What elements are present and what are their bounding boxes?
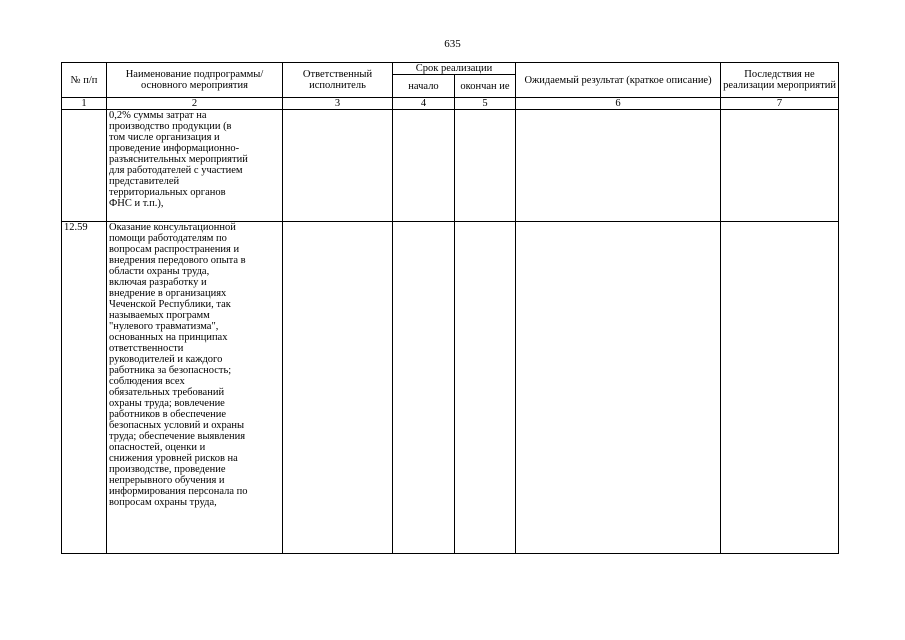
header-row-top — [62, 63, 839, 75]
header-executor: Ответственный исполнитель — [283, 63, 393, 98]
column-number: 3 — [283, 98, 393, 110]
header-consequences: Последствия не реализации мероприятий — [721, 63, 839, 98]
row-result — [516, 222, 721, 554]
row-start — [393, 110, 455, 222]
page-number: 635 — [444, 38, 461, 50]
table-row — [62, 110, 839, 222]
column-number: 1 — [62, 98, 107, 110]
program-table — [61, 62, 839, 554]
row-name: Оказание консультационной помощи работодателям по вопросам распространения и внедрения передового опыта в области охраны труда, включая разработку и внедрение в организациях Чеченской Республики, так называемых программ "нулевого травматизма", основанных на принципах ответственности руководителей и каждого работника за безопасность; соблюдения всех обязательных требований охраны труда; вовлечение работников в обеспечение безопасных условий и охраны труда; обеспечение выявления опасностей, оценки и снижения уровней рисков на производстве, проведение непрерывного обучения и информирования персонала по вопросам охраны труда, — [107, 222, 283, 554]
column-number: 5 — [455, 98, 516, 110]
column-number: 4 — [393, 98, 455, 110]
row-start — [393, 222, 455, 554]
row-end — [455, 222, 516, 554]
header-result: Ожидаемый результат (краткое описание) — [516, 63, 721, 98]
row-end — [455, 110, 516, 222]
row-executor — [283, 222, 393, 554]
row-consequences — [721, 222, 839, 554]
row-number — [62, 110, 107, 222]
header-start: начало — [393, 75, 455, 98]
row-number: 12.59 — [62, 222, 107, 554]
header-period-group: Срок реализации — [393, 63, 516, 75]
column-number: 2 — [107, 98, 283, 110]
column-number: 6 — [516, 98, 721, 110]
header-end: окончан ие — [455, 75, 516, 98]
row-name: 0,2% суммы затрат на производство продукции (в том числе организация и проведение информационно- разъяснительных мероприятий для работодателей с участием представителей территориальных органов ФНС и т.п.), — [107, 110, 283, 222]
column-numbers-row — [62, 98, 839, 110]
column-number: 7 — [721, 98, 839, 110]
header-name: Наименование подпрограммы/ основного мероприятия — [107, 63, 283, 98]
row-consequences — [721, 110, 839, 222]
row-executor — [283, 110, 393, 222]
row-result — [516, 110, 721, 222]
header-number: № п/п — [62, 63, 107, 98]
table-row — [62, 222, 839, 554]
